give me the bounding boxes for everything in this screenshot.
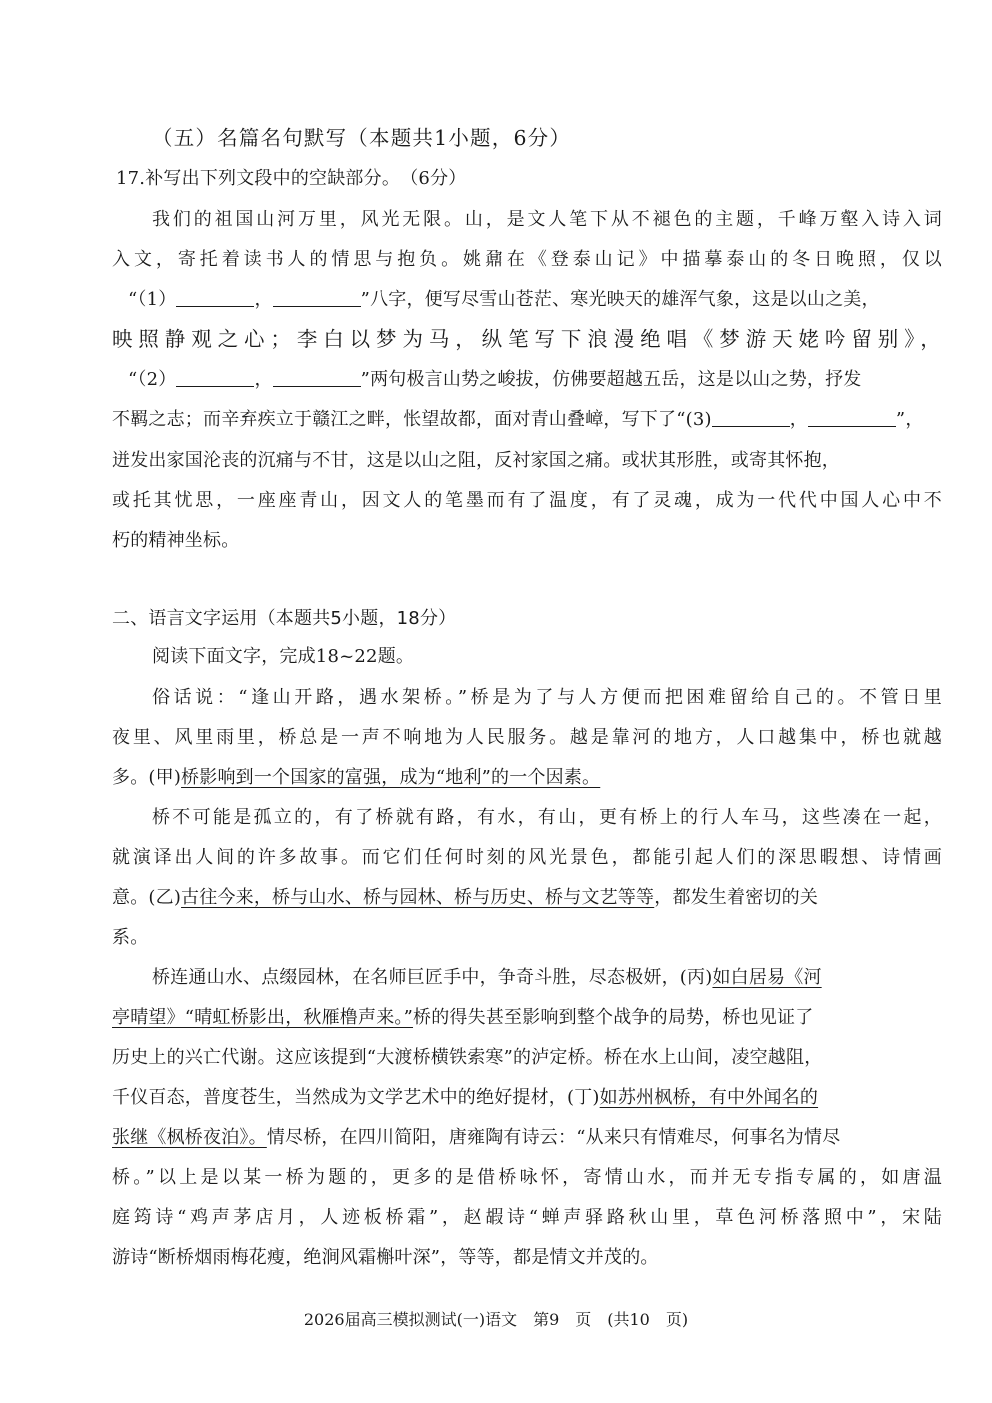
passage1-line: 入文，寄托着读书人的情思与抱负。姚鼐在《登泰山记》中描摹泰山的冬日晚照，仅以 <box>112 249 942 270</box>
answer-blank-3a <box>712 408 790 427</box>
passage1-line: 朽的精神坐标。 <box>112 530 240 551</box>
passage2-line: 俗话说：“逢山开路，遇水架桥。”桥是为了与人方便而把困难留给自己的。不管日里 <box>152 687 942 708</box>
passage2-line: 历史上的兴亡代谢。这应该提到“大渡桥横铁索寒”的泸定桥。桥在水上山间，凌空越阻， <box>112 1047 823 1068</box>
underlined-sentence-ding-cont: 张继《枫桥夜泊》。 <box>112 1127 267 1148</box>
passage1-line-blank-2: “（2） ， ”两句极言山势之峻拔，仿佛要超越五岳，这是以山之势，抒发 <box>128 369 862 390</box>
passage2-line: 夜里、风里雨里，桥总是一声不响地为人民服务。越是靠河的地方，人口越集中，桥也就越 <box>112 727 942 748</box>
underlined-sentence-ding: 如苏州枫桥，有中外闻名的 <box>599 1087 819 1108</box>
passage2-line-yi: 意。(乙)古往今来，桥与山水、桥与园林、桥与历史、桥与文艺等等，都发生着密切的关 <box>112 887 819 908</box>
underlined-sentence-jia: 桥影响到一个国家的富强，成为“地利”的一个因素。 <box>181 767 601 788</box>
passage1-line: 或托其忧思，一座座青山，因文人的笔墨而有了温度，有了灵魂，成为一代代中国人心中不 <box>112 490 942 511</box>
underlined-sentence-bing-cont: 亭晴望》“晴虹桥影出，秋雁橹声来。” <box>112 1007 414 1028</box>
underlined-sentence-bing: 如白居易《河 <box>712 967 822 988</box>
passage2-line-jia: 多。(甲)桥影响到一个国家的富强，成为“地利”的一个因素。 <box>112 767 601 788</box>
passage2-line: 张继《枫桥夜泊》。情尽桥，在四川简阳，唐雍陶有诗云：“从来只有情难尽，何事名为情尽 <box>112 1127 841 1148</box>
passage1-line: 迸发出家国沦丧的沉痛与不甘，这是以山之阻，反衬家国之痛。或状其形胜，或寄其怀抱， <box>112 450 840 471</box>
passage1-line: 映照静观之心；李白以梦为马，纵笔写下浪漫绝唱《梦游天姥吟留别》， <box>112 327 942 351</box>
passage2-line: 庭筠诗“鸡声茅店月，人迹板桥霜”，赵嘏诗“蝉声驿路秋山里，草色河桥落照中”，宋陆 <box>112 1207 942 1228</box>
passage2-line: 桥。”以上是以某一桥为题的，更多的是借桥咏怀，寄情山水，而并无专指专属的，如唐温 <box>112 1167 942 1188</box>
answer-blank-1b <box>273 288 361 307</box>
section-two-heading: 二、语言文字运用（本题共5小题，18分） <box>112 608 457 629</box>
passage2-line: 就演译出人间的许多故事。而它们任何时刻的风光景色，都能引起人们的深思暇想、诗情画 <box>112 847 942 868</box>
question-17: 17.补写出下列文段中的空缺部分。 （6分） <box>116 168 467 189</box>
passage2-line-bing: 桥连通山水、点缀园林，在名师巨匠手中，争奇斗胜，尽态极妍，(丙)如白居易《河 <box>152 967 822 988</box>
answer-blank-2b <box>273 368 361 387</box>
underlined-sentence-yi: 古往今来，桥与山水、桥与园林、桥与历史、桥与文艺等等 <box>181 887 655 908</box>
passage2-line: 桥不可能是孤立的，有了桥就有路，有水，有山，更有桥上的行人车马，这些凑在一起， <box>152 807 942 828</box>
passage1-line-blank-1: “（1） ， ”八字，便写尽雪山苍茫、寒光映天的雄浑气象，这是以山之美， <box>128 289 880 310</box>
passage2-line: 游诗“断桥烟雨梅花瘦，绝涧风霜槲叶深”，等等，都是情文并茂的。 <box>112 1247 659 1268</box>
page-footer: 2026届高三模拟测试(一)语文 第9 页 (共10 页) <box>303 1310 689 1329</box>
passage2-line: 亭晴望》“晴虹桥影出，秋雁橹声来。”桥的得失甚至影响到整个战争的局势，桥也见证了 <box>112 1007 814 1028</box>
passage1-line: 我们的祖国山河万里，风光无限。山，是文人笔下从不褪色的主题，千峰万壑入诗入词 <box>152 209 942 230</box>
passage2-line-ding: 千仪百态，普度苍生，当然成为文学艺术中的绝好提材，(丁)如苏州枫桥，有中外闻名的 <box>112 1087 819 1108</box>
answer-blank-2a <box>176 368 254 387</box>
answer-blank-3b <box>808 408 896 427</box>
reading-instruction: 阅读下面文字，完成18~22题。 <box>152 646 415 667</box>
passage1-line-blank-3: 不羁之志；而辛弃疾立于赣江之畔，怅望故都，面对青山叠嶂，写下了“(3) ， ”， <box>112 409 924 430</box>
section-five-heading: （五）名篇名句默写（本题共1小题，6分） <box>152 126 572 150</box>
passage2-line: 系。 <box>112 927 149 948</box>
answer-blank-1a <box>176 288 254 307</box>
